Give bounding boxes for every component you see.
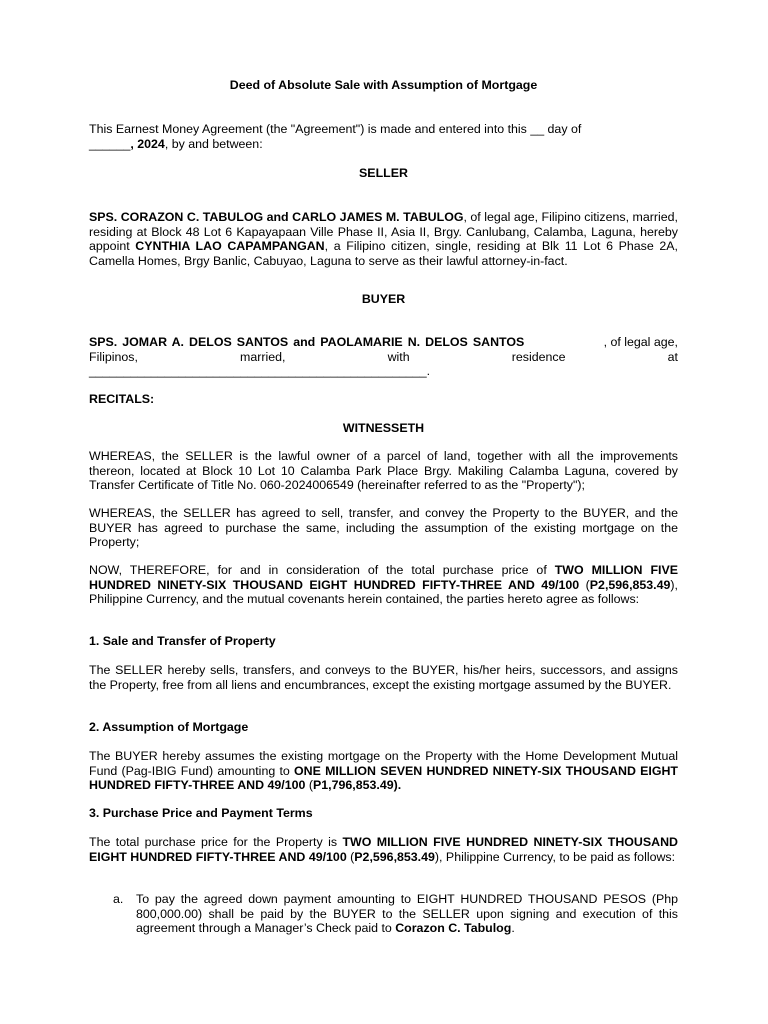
intro-day-blank: ______ (89, 136, 131, 151)
buyer-line-2 (89, 350, 678, 365)
buyer-names: SPS. JOMAR A. DELOS SANTOS and PAOLAMARIE N. DELOS SANTOS (89, 335, 525, 349)
list-item (113, 892, 678, 936)
whereas-paragraph-2 (89, 506, 678, 550)
list-item-text (136, 892, 678, 936)
section-3-amount-number: P2,596,853.49 (354, 849, 435, 864)
section-2-heading-text: 2. Assumption of Mortgage (89, 720, 249, 734)
buyer-line-1 (89, 335, 678, 350)
now-text-2: ( (579, 577, 590, 592)
buyer-word: Filipinos, (89, 349, 138, 364)
whereas-paragraph-1 (89, 449, 678, 493)
seller-names: SPS. CORAZON C. TABULOG and CARLO JAMES M. TABULOG (89, 210, 464, 224)
now-amount-words: TWO MILLION FIVE HUNDRED NINETY-SIX THOUSAND EIGHT HUNDRED FIFTY-THREE AND 49/100 (89, 563, 678, 592)
section-3-text-1: The total purchase price for the Property is (89, 835, 343, 849)
whereas-2-text: WHEREAS, the SELLER has agreed to sell, transfer, and convey the Property to the BUYER, and the BUYER has agreed to purchase the same, including the assumption of the existing mortgage on the Property; (89, 506, 678, 550)
recitals-text: RECITALS: (89, 392, 155, 406)
buyer-heading-text: BUYER (361, 292, 406, 306)
seller-heading-text: SELLER (359, 166, 408, 180)
buyer-word: at (667, 349, 678, 364)
section-3-amount-words: TWO MILLION FIVE HUNDRED NINETY-SIX THOUSAND EIGHT HUNDRED FIFTY-THREE AND 49/100 (89, 835, 678, 864)
section-1-text: The SELLER hereby sells, transfers, and conveys to the BUYER, his/her heirs, successors, and assigns the Property, free from all liens and encumbrances, except the existing mortgage assumed by the BUYER. (89, 663, 678, 692)
buyer-paragraph (89, 335, 678, 379)
section-3-paragraph (89, 835, 678, 864)
section-2-text-1: The BUYER hereby assumes the existing mortgage on the Property with the Home Development Mutual Fund (Pag-IBIG Fund) amounting to (89, 749, 678, 778)
section-3-text-2: ( (346, 849, 355, 864)
item-a-end: . (511, 921, 515, 936)
witnesseth-heading (89, 421, 678, 436)
section-2-amount-words: ONE MILLION SEVEN HUNDRED NINETY-SIX THOUSAND EIGHT HUNDRED FIFTY-THREE AND 49/100 (89, 763, 678, 793)
seller-text-2: , a Filipino citizen, single, residing at Blk 11 Lot 6 Phase 2A, Camella Homes, Brgy Banlic, Cabuyao, Laguna to serve as their lawful attorney-in-fact. (89, 239, 678, 268)
recitals-heading (89, 392, 678, 407)
item-a-text: To pay the agreed down payment amounting to EIGHT HUNDRED THOUSAND PESOS (Php 800,000.00) shall be paid by the BUYER to the SELLER upon signing and execution of this agreement through a Manager’s Check paid to (136, 892, 678, 936)
now-text-1: NOW, THEREFORE, for and in consideration of the total purchase price of (89, 563, 555, 577)
buyer-word: residence (511, 349, 566, 364)
seller-heading (89, 166, 678, 181)
now-text-3: ), Philippine Currency, and the mutual covenants herein contained, the parties hereto agree as follows: (89, 577, 678, 607)
section-2-text-2: ( (305, 778, 313, 793)
buyer-residence-blank: _________________________________________________. (89, 364, 431, 379)
section-3-heading-text: 3. Purchase Price and Payment Terms (89, 806, 313, 820)
seller-text-1: , of legal age, Filipino citizens, married, residing at Block 48 Lot 6 Kapayapaan Ville Phase II, Asia II, Brgy. Canlubang, Calamba, Laguna, hereby appoint (89, 210, 678, 254)
seller-attorney: CYNTHIA LAO CAPAMPANGAN (135, 239, 325, 254)
intro-line-1: This Earnest Money Agreement (the "Agreement") is made and entered into this __ day of (89, 122, 582, 136)
item-a-payee: Corazon C. Tabulog (395, 921, 512, 936)
now-amount-number: P2,596,853.49 (589, 577, 671, 592)
section-1-paragraph (89, 663, 678, 692)
intro-line-2-rest: , by and between: (164, 136, 263, 151)
document-title (89, 78, 678, 93)
section-2-heading (89, 720, 678, 735)
section-3-text-3: ), Philippine Currency, to be paid as follows: (434, 849, 676, 864)
section-2-paragraph (89, 749, 678, 793)
section-3-heading (89, 806, 678, 821)
witnesseth-text: WITNESSETH (342, 421, 425, 435)
buyer-text-1: , of legal age, (603, 335, 678, 349)
title-text: Deed of Absolute Sale with Assumption of Mortgage (229, 78, 538, 92)
buyer-heading (89, 292, 678, 307)
now-therefore-paragraph (89, 563, 678, 607)
buyer-word: married, (240, 349, 286, 364)
list-item-label: a. (113, 892, 124, 906)
section-1-heading-text: 1. Sale and Transfer of Property (89, 634, 276, 648)
section-1-heading (89, 634, 678, 649)
seller-paragraph (89, 210, 678, 268)
buyer-word: with (387, 349, 410, 364)
whereas-1-text: WHEREAS, the SELLER is the lawful owner of a parcel of land, together with all the improvements thereon, located at Block 10 Lot 10 Calamba Park Place Brgy. Makiling Calamba Laguna, covered by Transfer Certificate of Title No. 060-2024006549 (hereinafter referred to as the "Property"); (89, 449, 678, 493)
section-2-amount-number: P1,796,853.49). (313, 778, 402, 793)
intro-year: , 2024 (130, 136, 165, 151)
intro-paragraph (89, 122, 678, 151)
